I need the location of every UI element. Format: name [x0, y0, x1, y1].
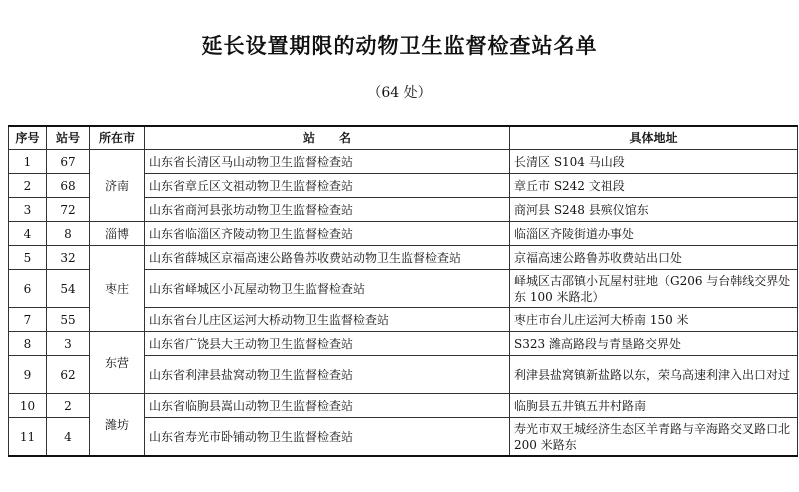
- cell-no: 11: [9, 418, 47, 457]
- table-row: [9, 222, 798, 246]
- cell-no: 4: [9, 222, 47, 246]
- cell-station-name: 山东省薛城区京福高速公路鲁苏收费站动物卫生监督检查站: [145, 246, 510, 270]
- cell-station-no: 67: [47, 150, 90, 174]
- cell-station-no: 54: [47, 270, 90, 308]
- header-address: 具体地址: [510, 126, 798, 150]
- cell-station-no: 62: [47, 356, 90, 394]
- document-subtitle: （64 处）: [367, 85, 432, 101]
- cell-no: 2: [9, 174, 47, 198]
- document-title: 延长设置期限的动物卫生监督检查站名单: [201, 33, 598, 58]
- header-station-name: 站 名: [145, 126, 510, 150]
- cell-station-name: 山东省临淄区齐陵动物卫生监督检查站: [145, 222, 510, 246]
- cell-no: 6: [9, 270, 47, 308]
- cell-address: 寿光市双王城经济生态区羊青路与辛海路交叉路口北 200 米路东: [510, 418, 798, 457]
- header-station-no: 站号: [47, 126, 90, 150]
- cell-no: 9: [9, 356, 47, 394]
- cell-station-name: 山东省寿光市卧铺动物卫生监督检查站: [145, 418, 510, 457]
- table-row: [9, 246, 798, 270]
- cell-no: 3: [9, 198, 47, 222]
- cell-address: 长清区 S104 马山段: [510, 150, 798, 174]
- cell-city: 潍坊: [90, 394, 145, 457]
- cell-no: 7: [9, 308, 47, 332]
- cell-address: 峄城区古邵镇小瓦屋村驻地（G206 与台韩线交界处东 100 米路北）: [510, 270, 798, 308]
- cell-city: 枣庄: [90, 246, 145, 332]
- header-no: 序号: [9, 126, 47, 150]
- cell-address: 临淄区齐陵街道办事处: [510, 222, 798, 246]
- cell-station-no: 2: [47, 394, 90, 418]
- cell-no: 10: [9, 394, 47, 418]
- cell-station-name: 山东省临朐县嵩山动物卫生监督检查站: [145, 394, 510, 418]
- cell-no: 1: [9, 150, 47, 174]
- cell-station-no: 32: [47, 246, 90, 270]
- cell-address: 临朐县五井镇五井村路南: [510, 394, 798, 418]
- table-row: [9, 394, 798, 418]
- cell-station-name: 山东省峄城区小瓦屋动物卫生监督检查站: [145, 270, 510, 308]
- cell-station-no: 72: [47, 198, 90, 222]
- cell-address: 枣庄市台儿庄运河大桥南 150 米: [510, 308, 798, 332]
- cell-station-no: 55: [47, 308, 90, 332]
- cell-station-name: 山东省台儿庄区运河大桥动物卫生监督检查站: [145, 308, 510, 332]
- cell-station-name: 山东省章丘区文祖动物卫生监督检查站: [145, 174, 510, 198]
- cell-address: S323 潍高路段与青垦路交界处: [510, 332, 798, 356]
- cell-address: 商河县 S248 县殡仪馆东: [510, 198, 798, 222]
- cell-station-no: 8: [47, 222, 90, 246]
- cell-station-no: 4: [47, 418, 90, 457]
- header-city: 所在市: [90, 126, 145, 150]
- cell-city: 东营: [90, 332, 145, 394]
- cell-station-name: 山东省利津县盐窝动物卫生监督检查站: [145, 356, 510, 394]
- cell-address: 章丘市 S242 文祖段: [510, 174, 798, 198]
- cell-no: 8: [9, 332, 47, 356]
- table-row: [9, 150, 798, 174]
- station-table: [8, 125, 798, 457]
- cell-city: 济南: [90, 150, 145, 222]
- cell-station-name: 山东省商河县张坊动物卫生监督检查站: [145, 198, 510, 222]
- table-header-row: [9, 126, 798, 150]
- table-row: [9, 332, 798, 356]
- cell-station-no: 68: [47, 174, 90, 198]
- cell-station-name: 山东省长清区马山动物卫生监督检查站: [145, 150, 510, 174]
- cell-address: 利津县盐窝镇新盐路以东，荣乌高速利津入出口对过: [510, 356, 798, 394]
- cell-station-name: 山东省广饶县大王动物卫生监督检查站: [145, 332, 510, 356]
- cell-no: 5: [9, 246, 47, 270]
- cell-address: 京福高速公路鲁苏收费站出口处: [510, 246, 798, 270]
- cell-city: 淄博: [90, 222, 145, 246]
- cell-station-no: 3: [47, 332, 90, 356]
